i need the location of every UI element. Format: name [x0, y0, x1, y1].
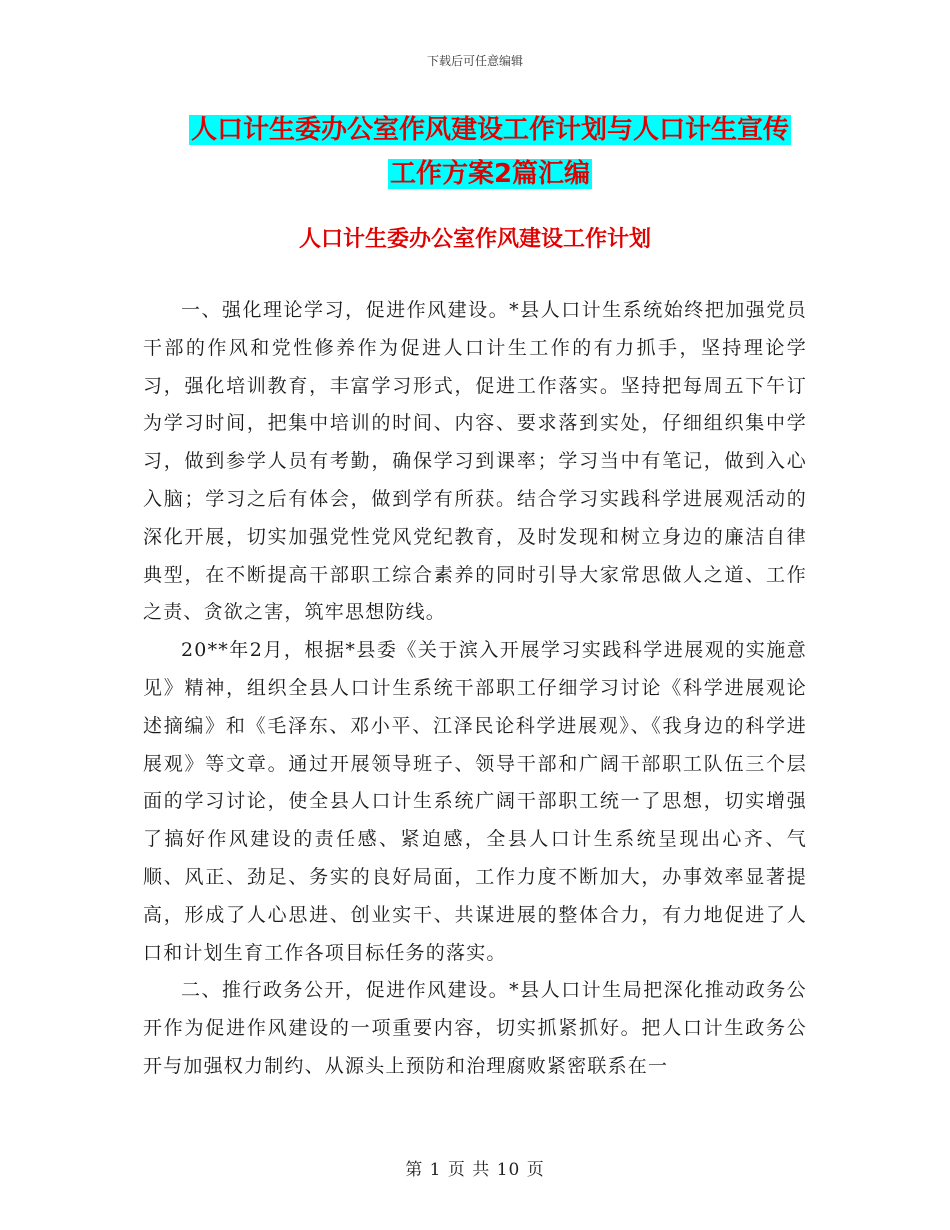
header-note: 下载后可任意编辑 — [426, 54, 523, 68]
body-text — [143, 292, 807, 1086]
title-line-2: 工作方案2篇汇编 — [389, 159, 591, 189]
document-title — [160, 108, 820, 196]
section-title: 人口计生委办公室作风建设工作计划 — [298, 227, 651, 252]
title-line-1: 人口计生委办公室作风建设工作计划与人口计生宣传 — [190, 115, 789, 145]
paragraph: 一、强化理论学习，促进作风建设。*县人口计生系统始终把加强党员干部的作风和党性修养作为促进人口计生工作的有力抓手，坚持理论学习，强化培训教育，丰富学习形式，促进工作落实。坚持把每周五下午订为学习时间，把集中培训的时间、内容、要求落到实处，仔细组织集中学习，做到参学人员有考勤，确保学习到课率；学习当中有笔记，做到入心入脑；学习之后有体会，做到学有所获。结合学习实践科学进展观活动的深化开展，切实加强党性党风党纪教育，及时发现和树立身边的廉洁自律典型，在不断提高干部职工综合素养的同时引导大家常思做人之道、工作之责、贪欲之害，筑牢思想防线。 — [143, 299, 807, 624]
page-number: 第 1 页 共 10 页 — [405, 1160, 545, 1180]
paragraph: 二、推行政务公开，促进作风建设。*县人口计生局把深化推动政务公开作为促进作风建设的一项重要内容，切实抓紧抓好。把人口计生政务公开与加强权力制约、从源头上预防和治理腐败紧密联系在一 — [143, 979, 807, 1077]
paragraph: 20**年2月，根据*县委《关于滨入开展学习实践科学进展观的实施意见》精神，组织全县人口计生系统干部职工仔细学习讨论《科学进展观论述摘编》和《毛泽东、邓小平、江泽民论科学进展观》、《我身边的科学进展观》等文章。通过开展领导班子、领导干部和广阔干部职工队伍三个层面的学习讨论，使全县人口计生系统广阔干部职工统一了思想，切实增强了搞好作风建设的责任感、紧迫感，全县人口计生系统呈现出心齐、气顺、风正、劲足、务实的良好局面，工作力度不断加大，办事效率显著提高，形成了人心思进、创业实干、共谋进展的整体合力，有力地促进了人口和计划生育工作各项目标任务的落实。 — [143, 639, 807, 964]
